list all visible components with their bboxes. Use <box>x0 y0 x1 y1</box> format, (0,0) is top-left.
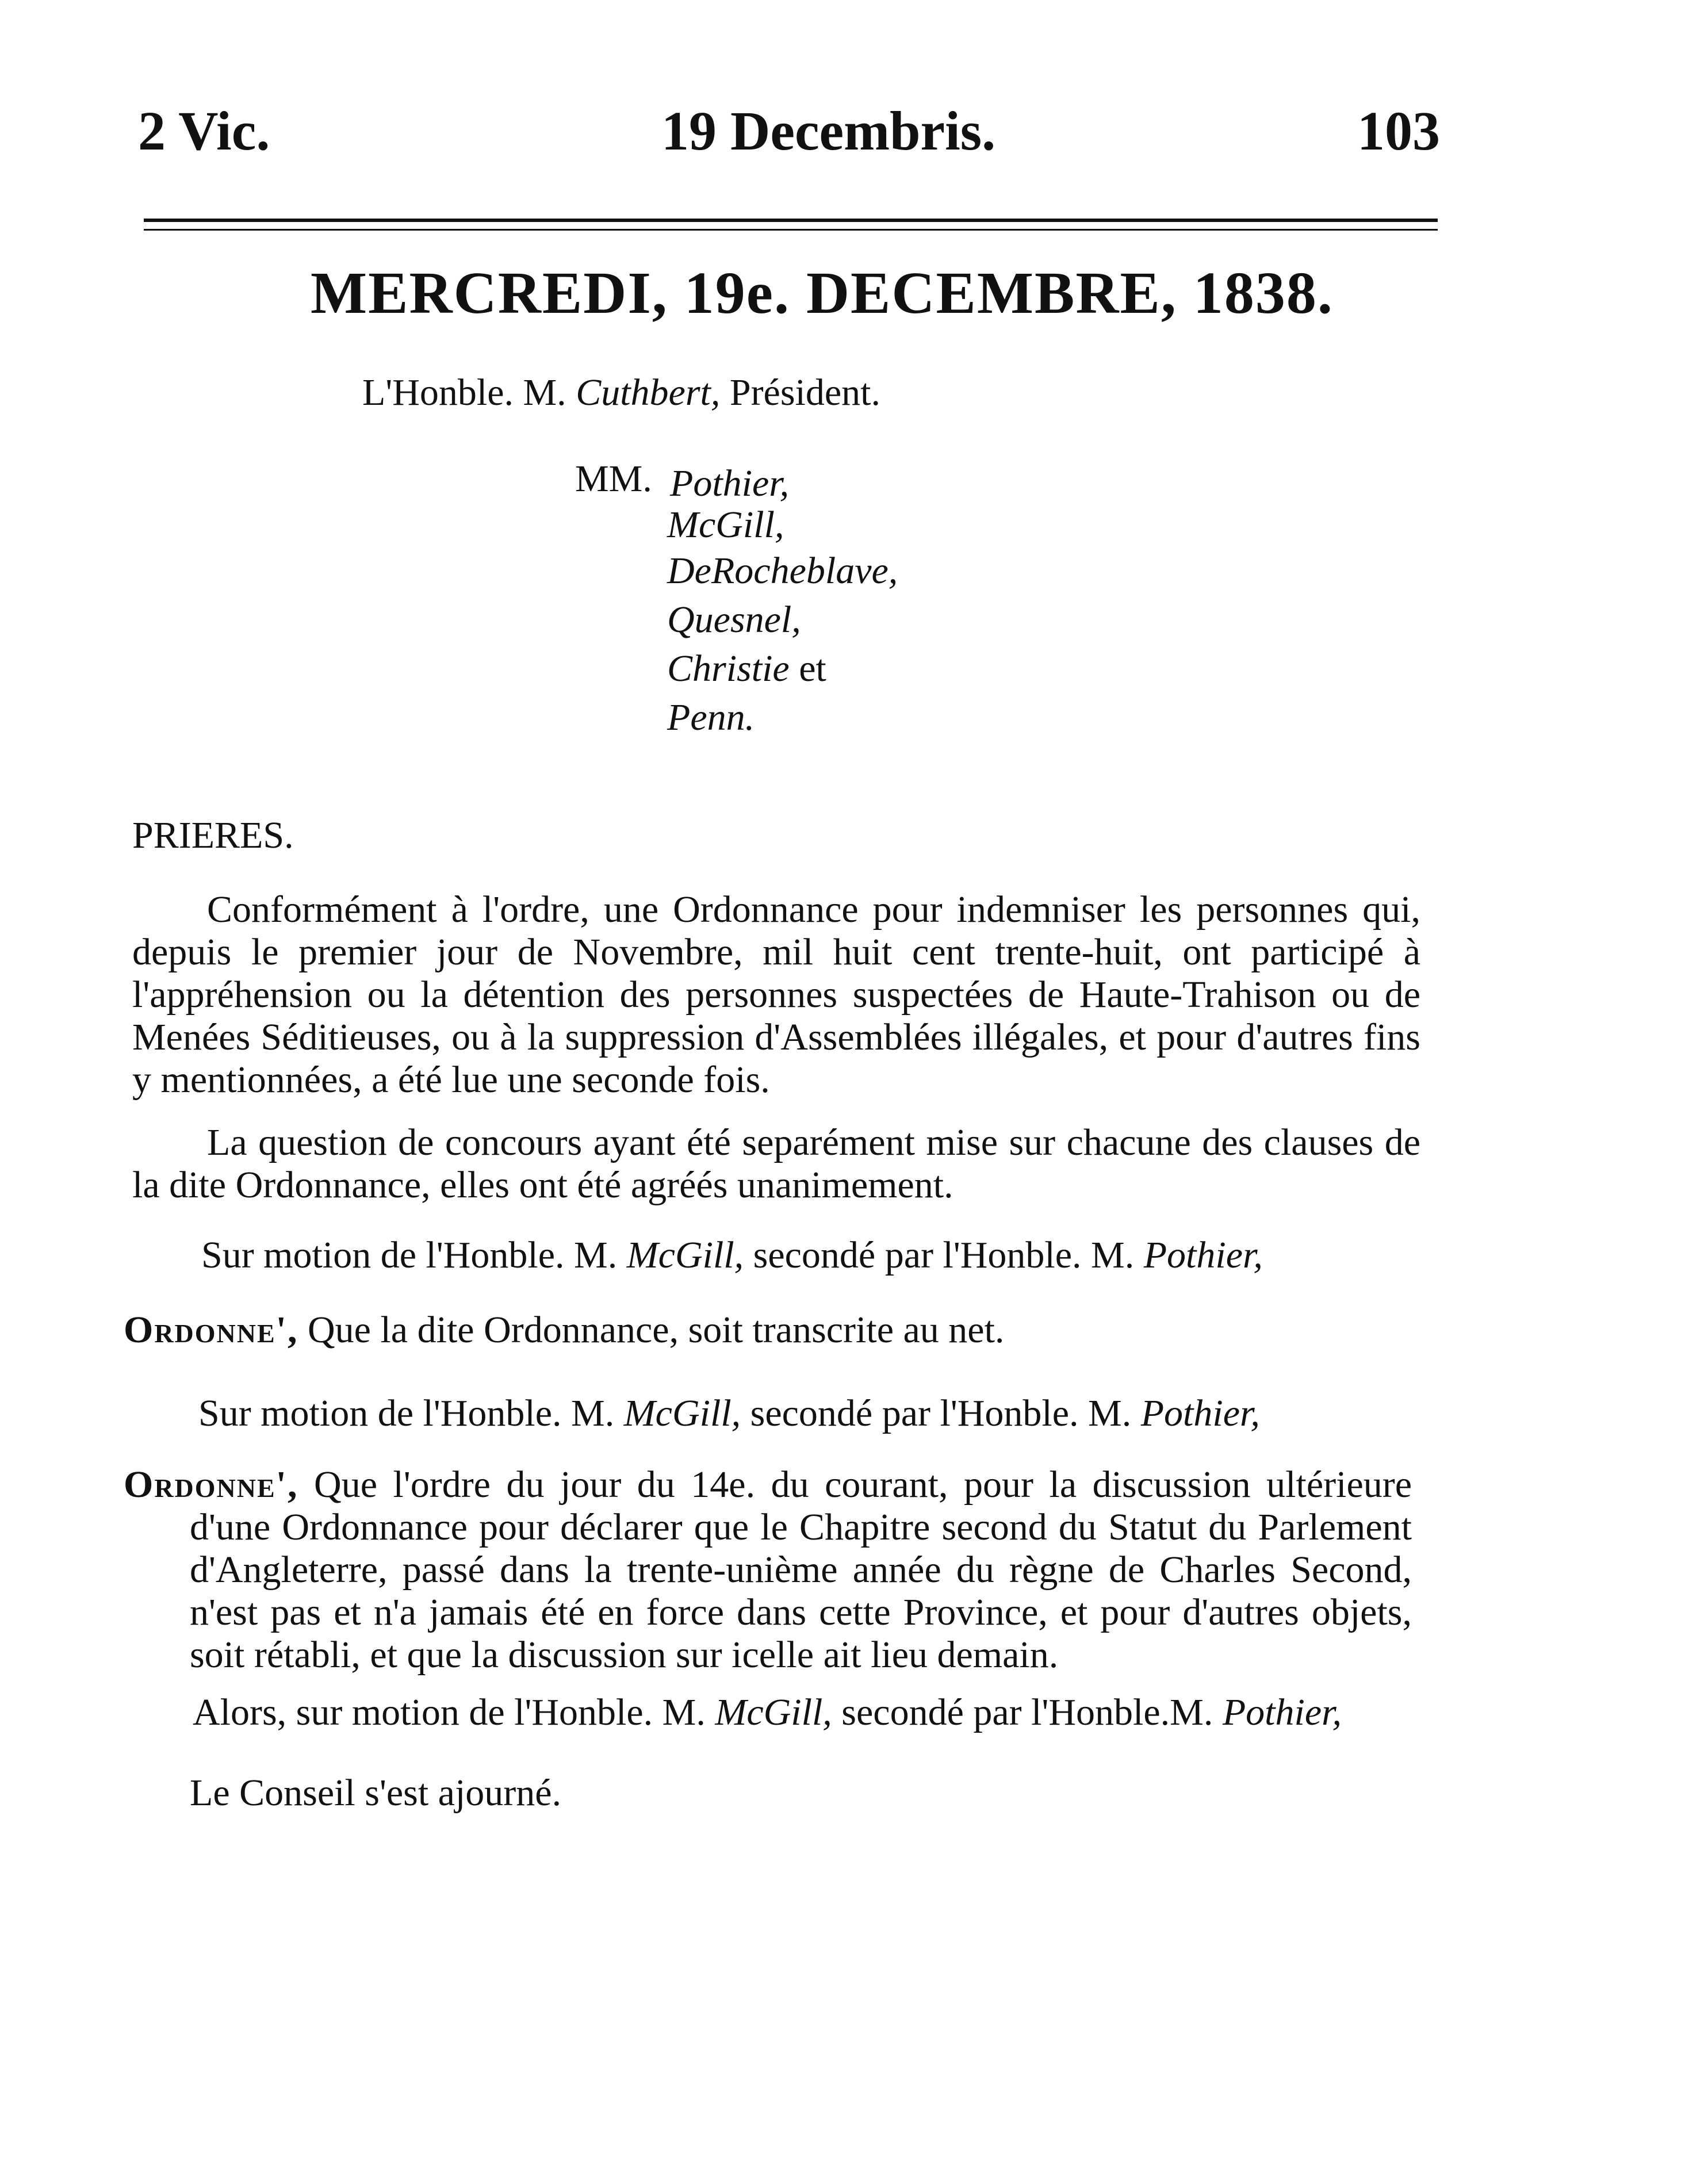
presiding-prefix: L'Honble. M. <box>362 372 566 413</box>
paragraph-text: Conformément à l'ordre, une Ordonnance pour indemniser les personnes qui, depuis le premier jour de Novembre, mil huit cent trente-huit, ont participé à l'appréhension ou la détention des personnes suspectées de Haute-Trahison ou de Menées Séditieuses, ou à la suppression d'Assemblées illégales, et pour d'autres fins y mentionnées, a été lue une seconde fois. <box>132 889 1420 1101</box>
presiding-name: Cuthbert, <box>576 372 721 413</box>
paragraph-concurrence <box>132 1121 1420 1207</box>
mover-name: McGill, <box>626 1234 744 1276</box>
header-rule-thin <box>144 229 1438 231</box>
adjournment-line: Le Conseil s'est ajourné. <box>190 1772 562 1814</box>
order-label: Ordonne', <box>124 1309 298 1351</box>
member-name: Pothier, <box>670 462 790 504</box>
motion-line <box>198 1392 1260 1434</box>
paragraph-text: La question de concours ayant été separément mise sur chacune des clauses de la dite Ordonnance, elles ont été agréés unanimement. <box>132 1121 1420 1206</box>
member-line <box>667 650 826 688</box>
member-name: Christie <box>667 648 790 690</box>
motion-text: Alors, sur motion de l'Honble. M. <box>193 1691 706 1733</box>
motion-text: secondé par l'Honble. M. <box>753 1234 1135 1276</box>
seconder-name: Pothier, <box>1143 1234 1263 1276</box>
member-name: McGill, <box>667 504 784 546</box>
motion-line <box>201 1236 1263 1274</box>
motion-line <box>193 1691 1342 1733</box>
presiding-line <box>362 374 880 412</box>
paragraph-second-reading <box>132 889 1420 1101</box>
members-conjunction: et <box>799 648 826 690</box>
header-rule-thick <box>144 219 1438 222</box>
running-header-regnal-year: 2 Vic. <box>138 100 270 162</box>
mover-name: McGill, <box>715 1691 832 1733</box>
motion-text: secondé par l'Honble.M. <box>841 1691 1213 1733</box>
sitting-date-title: MERCREDI, 19e. DECEMBRE, 1838. <box>311 260 1334 326</box>
member-name: DeRocheblave, <box>667 550 898 592</box>
order-text: Que la dite Ordonnance, soit transcrite au net. <box>308 1309 1005 1351</box>
order-label: Ordonne', <box>124 1464 298 1506</box>
motion-text: Sur motion de l'Honble. M. <box>198 1392 615 1434</box>
running-header-date: 19 Decembris. <box>661 100 996 162</box>
order-text: Que l'ordre du jour du 14e. du courant, pour la discussion ultérieure d'une Ordonnance pour déclarer que le Chapitre second du Statut du Parlement d'Angleterre, passé dans la trente-unième année du règne de Charles Second, n'est pas et n'a jamais été en force dans cette Province, et pour d'autres objets, soit rétabli, et que la discussion sur icelle ait lieu demain. <box>190 1464 1412 1676</box>
prayers-heading: PRIERES. <box>132 814 294 856</box>
order-paragraph <box>124 1464 1412 1676</box>
seconder-name: Pothier, <box>1140 1392 1260 1434</box>
mover-name: McGill, <box>623 1392 741 1434</box>
seconder-name: Pothier, <box>1222 1691 1342 1733</box>
member-name: Quesnel, <box>667 599 801 641</box>
member-name: Penn. <box>667 696 755 738</box>
page-number: 103 <box>1357 100 1440 162</box>
presiding-role: Président. <box>729 372 881 413</box>
members-prefix: MM. <box>575 458 652 500</box>
motion-text: secondé par l'Honble. M. <box>750 1392 1132 1434</box>
order-line <box>124 1311 1004 1349</box>
order-body <box>124 1464 1412 1676</box>
motion-text: Sur motion de l'Honble. M. <box>201 1234 618 1276</box>
